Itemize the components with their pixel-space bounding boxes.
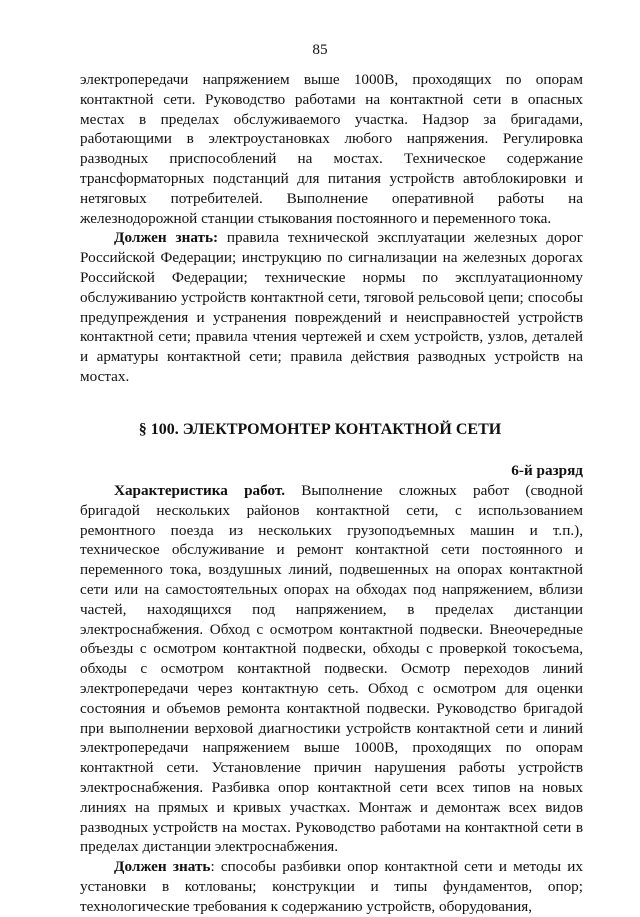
characteristics-paragraph (80, 481, 583, 857)
characteristics-label: Характеристика работ. (114, 482, 286, 499)
must-know-label-2: Должен знать (114, 858, 211, 876)
section-100-body (80, 481, 583, 917)
page-number: 85 (312, 41, 328, 58)
must-know-label-1: Должен знать: (114, 229, 219, 247)
section-99-continuation (80, 70, 583, 387)
characteristics-text: Выполнение сложных работ (сводной бригадой нескольких районов контактной сети, с использованием ремонтного поезда из нескольких грузоподъемных машин и т.п.), техническое обслуживание и ремонт контактной сети постоянного и переменного тока, воздушных линий, подвешенных на опорах контактной сети или на самостоятельных опорах на обходах под напряжением, вблизи частей, находящихся под напряжением, в пределах дистанции электроснабжения. Обход с осмотром контактной подвески. Внеочередные объезды с осмотром контактной подвески, обходы с проверкой токосъема, обходы с осмотром контактной подвески. Осмотр переходов линий электропередачи через контактную сеть. Обход с осмотром для оценки состояния и объемов ремонта контактной подвески. Руководство бригадой при выполнении верховой диагностики устройств контактной сети и линий электропередачи напряжением выше 1000В, проходящих по опорам контактной сети. Установление причин нарушения работы устройств электроснабжения. Разбивка опор контактной сети всех типов на новых линиях на прямых и кривых участках. Монтаж и демонтаж всех видов разводных устройств на мостах. Руководство работами на контактной сети в пределах дистанции электроснабжения. (80, 482, 583, 856)
must-know-text-1: правила технической эксплуатации железных дорог Российской Федерации; инструкцию по сигнализации на железных дорогах Российской Федерации; технические нормы по эксплуатационному обслуживанию устройств контактной сети, тяговой рельсовой цепи; способы предупреждения и устранения повреждений и неисправностей устройств контактной сети; правила чтения чертежей и схем устройств, узлов, деталей и арматуры контактной сети; правила действия разводных устройств на мостах. (80, 229, 583, 385)
must-know-text-2: : способы разбивки опор контактной сети и методы их установки в котлованы; конструкции и типы фундаментов, опор; технологические требования к содержанию устройств, оборудования, (80, 858, 583, 915)
intro-paragraph: электропередачи напряжением выше 1000В, проходящих по опорам контактной сети. Руководство работами на контактной сети в опасных местах в пределах обслуживаемого участка. Надзор за бригадами, работающими в электроустановках любого напряжения. Регулировка разводных приспособлений на мостах. Техническое содержание трансформаторных подстанций для питания устройств автоблокировки и нетяговых потребителей. Выполнение оперативной работы на железнодорожной станции стыкования постоянного и переменного тока. (80, 71, 583, 227)
grade-label: 6-й разряд (511, 462, 583, 479)
must-know-paragraph-1 (80, 228, 583, 386)
section-title: § 100. ЭЛЕКТРОМОНТЕР КОНТАКТНОЙ СЕТИ (138, 421, 502, 438)
must-know-paragraph-2 (80, 857, 583, 916)
